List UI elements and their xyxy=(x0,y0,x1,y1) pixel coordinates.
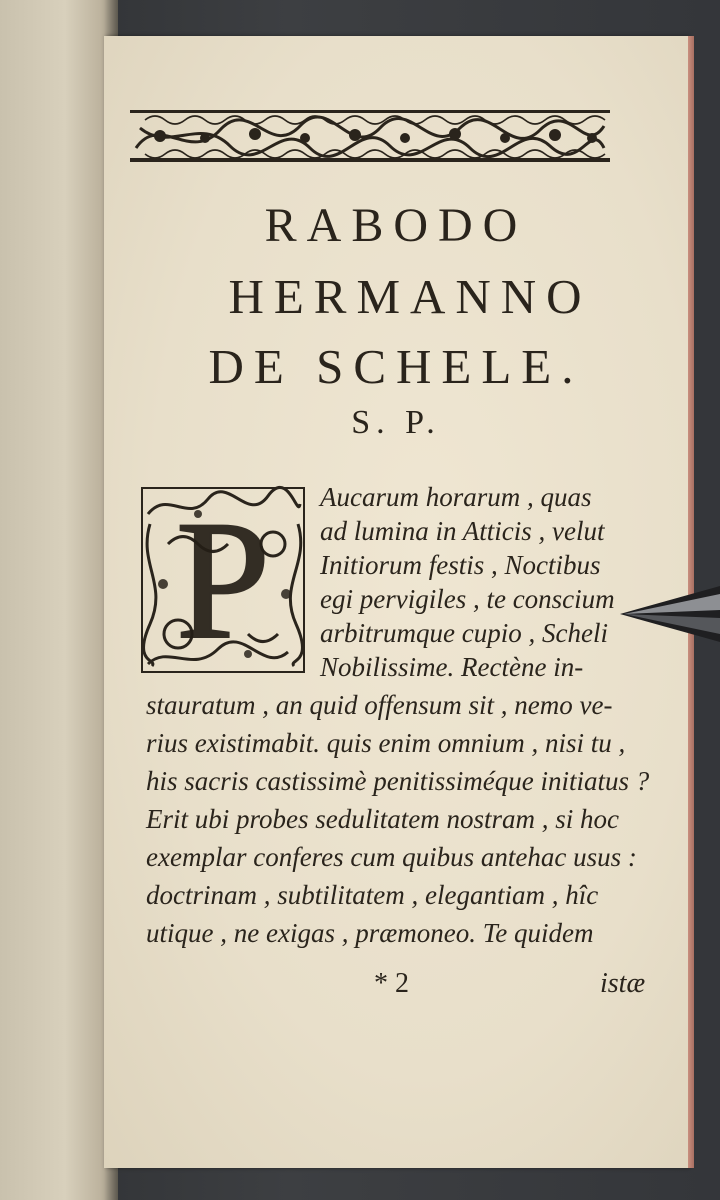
previous-page-edge xyxy=(0,0,118,1200)
body-line-5: arbitrumque cupio , Scheli xyxy=(320,618,608,648)
title-line-3: DE SCHELE. xyxy=(208,339,584,394)
catchword: istæ xyxy=(600,968,646,999)
body-line-7: stauratum , an quid offensum sit , nemo ve- xyxy=(146,690,613,720)
initial-letter: P xyxy=(175,486,271,674)
title-line-2: HERMANNO xyxy=(228,269,592,324)
body-line-1: Aucarum horarum , quas xyxy=(320,482,592,512)
title-line-1: RABODO xyxy=(264,199,528,252)
headpiece-ornament xyxy=(130,108,610,166)
decorated-initial xyxy=(138,484,308,676)
salutation: S. P. xyxy=(351,404,441,441)
body-line-11: exemplar conferes cum quibus antehac usus : xyxy=(146,842,637,872)
signature-mark: * 2 xyxy=(374,968,409,999)
body-line-3: Initiorum festis , Noctibus xyxy=(320,550,601,580)
body-line-4: egi pervigiles , te conscium xyxy=(320,584,615,614)
body-line-13: utique , ne exigas , præmoneo. Te quidem xyxy=(146,918,594,948)
body-line-2: ad lumina in Atticis , velut xyxy=(320,516,605,546)
body-line-8: rius existimabit. quis enim omnium , nisi tu , xyxy=(146,728,626,758)
body-line-9: his sacris castissimè penitissiméque initiatus ? xyxy=(146,766,650,796)
body-line-10: Erit ubi probes sedulitatem nostram , si hoc xyxy=(146,804,619,834)
body-line-6: Nobilissime. Rectène in- xyxy=(320,652,584,682)
book-page xyxy=(104,36,688,1168)
body-line-12: doctrinam , subtilitatem , elegantiam , hîc xyxy=(146,880,599,910)
page-weight-pointer xyxy=(620,580,720,650)
